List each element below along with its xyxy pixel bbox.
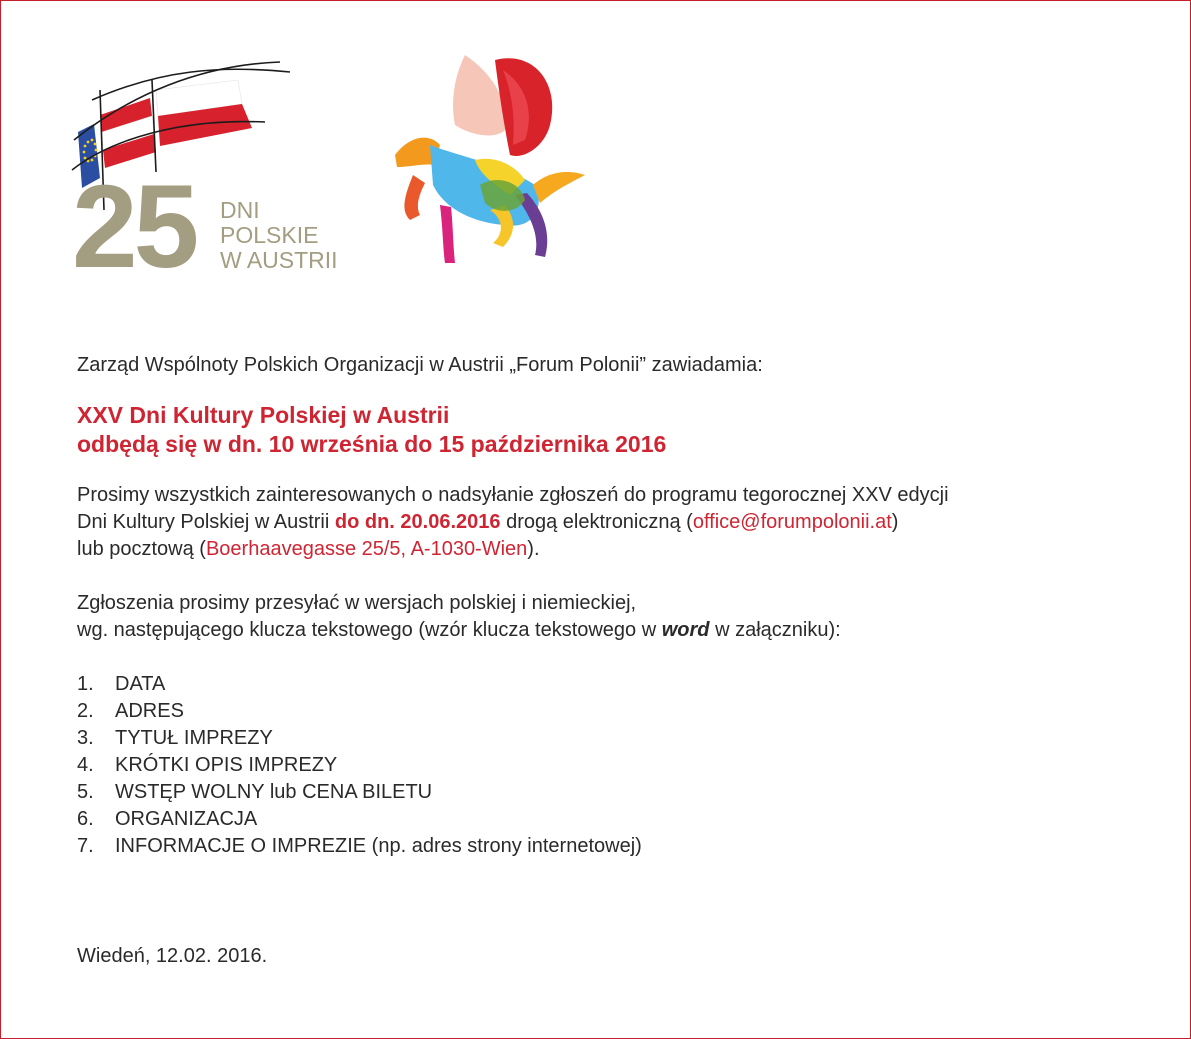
list-label: TYTUŁ IMPREZY: [115, 727, 273, 749]
list-item: [77, 698, 1167, 725]
logo-line3: W AUSTRII: [220, 247, 338, 273]
instructions-line1: Zgłoszenia prosimy przesyłać w wersjach polskiej i niemieckiej,: [77, 592, 637, 614]
pegasus-logo-icon: [385, 45, 590, 265]
logo-number: 25: [72, 161, 196, 275]
headline-line2: odbędą się w dn. 10 września do 15 października 2016: [77, 431, 667, 457]
letter-body: [77, 352, 1167, 860]
logo-line2: POLSKIE: [220, 222, 319, 248]
word-emphasis: word: [661, 619, 710, 641]
list-number: 4.: [77, 754, 94, 776]
poland-flag-icon: [156, 80, 252, 146]
request-line3: [77, 536, 1167, 563]
postal-address: Boerhaavegasse 25/5, A-1030-Wien: [205, 538, 528, 560]
instructions-text: wg. następującego klucza tekstowego (wzór klucza tekstowego w: [77, 619, 662, 641]
list-label: ORGANIZACJA: [115, 808, 258, 830]
list-label: INFORMACJE O IMPREZIE (np. adres strony internetowej): [115, 835, 642, 857]
request-text: lub pocztową (: [77, 538, 206, 560]
list-item: [77, 833, 1167, 860]
request-text: Dni Kultury Polskiej w Austrii: [77, 511, 335, 533]
logo-line1: DNI: [220, 197, 260, 223]
instructions-text: w załączniku):: [709, 619, 841, 641]
list-item: [77, 752, 1167, 779]
request-paragraph: [77, 482, 1167, 563]
request-text: ).: [527, 538, 540, 560]
intro-text: Zarząd Wspólnoty Polskich Organizacji w Austrii „Forum Polonii” zawiadamia:: [77, 354, 763, 376]
request-text: drogą elektroniczną (: [500, 511, 693, 533]
request-line1: Prosimy wszystkich zainteresowanych o nadsyłanie zgłoszeń do programu tegorocznej XXV edycji: [77, 484, 949, 506]
list-label: DATA: [115, 673, 166, 695]
instructions-line2: [77, 617, 1167, 644]
austria-flag-icon: [100, 98, 156, 168]
email-link[interactable]: office@forumpolonii.at: [692, 511, 892, 533]
list-number: 1.: [77, 673, 94, 695]
signature-date: Wiedeń, 12.02. 2016.: [77, 945, 268, 967]
request-text: ): [891, 511, 899, 533]
list-item: [77, 671, 1167, 698]
request-line2: [77, 509, 1167, 536]
list-number: 3.: [77, 727, 94, 749]
list-item: [77, 725, 1167, 752]
list-item: [77, 806, 1167, 833]
list-item: [77, 779, 1167, 806]
list-label: ADRES: [115, 700, 184, 722]
deadline-date: do dn. 20.06.2016: [334, 511, 501, 533]
text-key-list: [77, 671, 1167, 860]
list-number: 2.: [77, 700, 94, 722]
list-number: 5.: [77, 781, 94, 803]
list-number: 7.: [77, 835, 94, 857]
list-label: WSTĘP WOLNY lub CENA BILETU: [115, 781, 433, 803]
list-number: 6.: [77, 808, 94, 830]
instructions-paragraph: [77, 590, 1167, 644]
dni-polskie-logo: [70, 60, 360, 275]
headline: [77, 401, 1167, 459]
headline-line1: XXV Dni Kultury Polskiej w Austrii: [77, 402, 450, 428]
list-label: KRÓTKI OPIS IMPREZY: [115, 754, 338, 776]
